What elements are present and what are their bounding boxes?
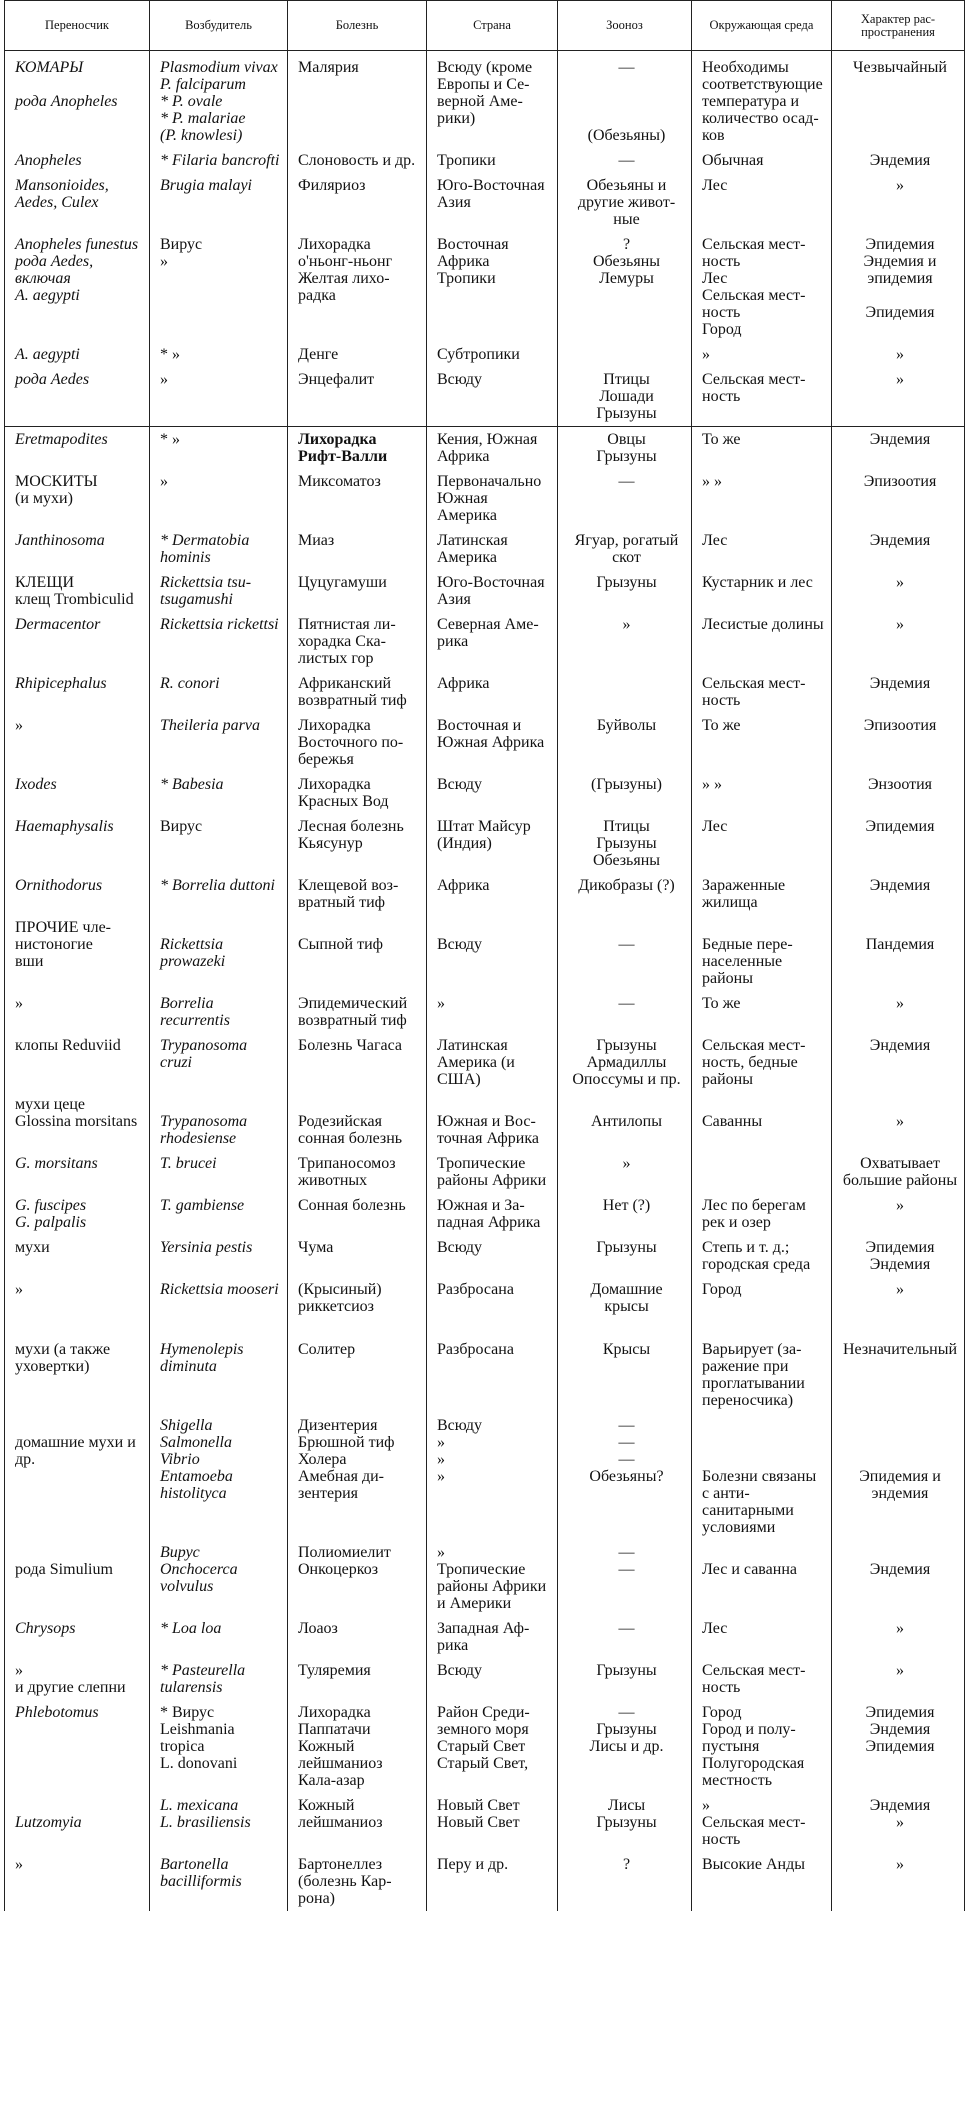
cell-vector: » bbox=[5, 1277, 150, 1319]
cell-spread: » bbox=[832, 1616, 965, 1658]
cell-zoonosis: — bbox=[558, 148, 692, 173]
cell-disease: Клещевой возвратный тиф bbox=[288, 873, 427, 915]
table-row bbox=[5, 873, 965, 915]
cell-disease: Миксоматоз bbox=[288, 469, 427, 528]
cell-spread: Эпизоотия bbox=[832, 469, 965, 528]
cell-vector: » и другие слепни bbox=[5, 1658, 150, 1700]
cell-pathogen: Rickettsia tsutsugamushi bbox=[150, 570, 288, 612]
cell-country: » Тропические районы Африки и Америки bbox=[427, 1540, 558, 1616]
cell-zoonosis: Крысы bbox=[558, 1337, 692, 1413]
cell-environment: Лес bbox=[692, 1616, 832, 1658]
cell-disease: Сыпной тиф bbox=[288, 915, 427, 991]
cell-environment: Лес bbox=[692, 173, 832, 232]
cell-disease: (Крысиный) риккетсиоз bbox=[288, 1277, 427, 1319]
cell-pathogen: * Pasteurella tularensis bbox=[150, 1658, 288, 1700]
cell-country: Перу и др. bbox=[427, 1852, 558, 1911]
cell-disease: Сонная болезнь bbox=[288, 1193, 427, 1235]
cell-country: Всюду bbox=[427, 367, 558, 427]
cell-vector: Eretmapodites bbox=[5, 427, 150, 470]
cell-country: Восточная и Южная Африка bbox=[427, 713, 558, 772]
cell-pathogen: Bartonella bacilliformis bbox=[150, 1852, 288, 1911]
cell-disease: Солитер bbox=[288, 1337, 427, 1413]
cell-disease: Лоаоз bbox=[288, 1616, 427, 1658]
cell-country: » bbox=[427, 991, 558, 1033]
table-row bbox=[5, 342, 965, 367]
cell-country: Разбросана bbox=[427, 1277, 558, 1319]
cell-spread: » bbox=[832, 173, 965, 232]
table-row bbox=[5, 1151, 965, 1193]
cell-vector: A. aegypti bbox=[5, 342, 150, 367]
table-row bbox=[5, 1413, 965, 1540]
cell-zoonosis: ? Обезьяны Лемуры bbox=[558, 232, 692, 342]
cell-disease: Миаз bbox=[288, 528, 427, 570]
cell-pathogen: Вирус » bbox=[150, 232, 288, 342]
cell-environment: Степь и т. д.; городская среда bbox=[692, 1235, 832, 1277]
cell-vector: Anopheles funestus рода Aedes, включая A. aegypti bbox=[5, 232, 150, 342]
cell-pathogen: Yersinia pestis bbox=[150, 1235, 288, 1277]
cell-zoonosis: — — — Обезьяны? bbox=[558, 1413, 692, 1540]
cell-zoonosis: Грызуны Армадиллы Опоссумы и пр. bbox=[558, 1033, 692, 1092]
cell-disease: Полиомиелит Онкоцеркоз bbox=[288, 1540, 427, 1616]
cell-zoonosis: — — bbox=[558, 1540, 692, 1616]
cell-disease: Родезийская сонная болезнь bbox=[288, 1092, 427, 1151]
cell-pathogen: Trypanosoma cruzi bbox=[150, 1033, 288, 1092]
cell-disease: Лихорадка Восточного побережья bbox=[288, 713, 427, 772]
cell-environment: Сельская местность bbox=[692, 367, 832, 427]
cell-spread: Эндемия bbox=[832, 1033, 965, 1092]
cell-zoonosis: — Грызуны Лисы и др. bbox=[558, 1700, 692, 1793]
cell-disease: Малярия bbox=[288, 51, 427, 149]
cell-environment: Город bbox=[692, 1277, 832, 1319]
cell-environment bbox=[692, 1319, 832, 1337]
cell-vector: Ornithodorus bbox=[5, 873, 150, 915]
cell-pathogen: Shigella Salmonella Vibrio Entamoeba histolityca bbox=[150, 1413, 288, 1540]
cell-pathogen: Rickettsia mooseri bbox=[150, 1277, 288, 1319]
cell-pathogen: * Dermatobia hominis bbox=[150, 528, 288, 570]
cell-disease: Лихорадка Паппатачи Кожный лейшманиоз Кала-азар bbox=[288, 1700, 427, 1793]
cell-spread: » bbox=[832, 1193, 965, 1235]
cell-country: Юго-Восточная Азия bbox=[427, 570, 558, 612]
cell-country: Штат Майсур (Индия) bbox=[427, 814, 558, 873]
cell-pathogen: * Borrelia duttoni bbox=[150, 873, 288, 915]
cell-zoonosis: Грызуны bbox=[558, 570, 692, 612]
cell-spread: Эпидемия и эндемия bbox=[832, 1413, 965, 1540]
cell-zoonosis: Ягуар, рогатый скот bbox=[558, 528, 692, 570]
cell-zoonosis: Антилопы bbox=[558, 1092, 692, 1151]
cell-country: Всюду bbox=[427, 1658, 558, 1700]
cell-vector: Dermacentor bbox=[5, 612, 150, 671]
cell-pathogen: Rickettsia prowazeki bbox=[150, 915, 288, 991]
table-row bbox=[5, 1540, 965, 1616]
cell-spread: Эндемия bbox=[832, 427, 965, 470]
table-row bbox=[5, 528, 965, 570]
table-row bbox=[5, 1852, 965, 1911]
cell-spread: » bbox=[832, 1277, 965, 1319]
cell-spread: » bbox=[832, 1658, 965, 1700]
cell-environment: Лес bbox=[692, 814, 832, 873]
table-row bbox=[5, 570, 965, 612]
cell-disease: Кожный лейшманиоз bbox=[288, 1793, 427, 1852]
table-row bbox=[5, 1092, 965, 1151]
cell-spread: Эпидемия Эндемия и эпидемия Эпидемия bbox=[832, 232, 965, 342]
cell-country: Район Средиземного моря Старый Свет Старый Свет, bbox=[427, 1700, 558, 1793]
cell-pathogen: » bbox=[150, 367, 288, 427]
table-row bbox=[5, 1793, 965, 1852]
table-row bbox=[5, 1658, 965, 1700]
cell-country: Латинская Америка (и США) bbox=[427, 1033, 558, 1092]
cell-country: Африка bbox=[427, 671, 558, 713]
cell-spread: » bbox=[832, 570, 965, 612]
cell-vector: G. fuscipes G. palpalis bbox=[5, 1193, 150, 1235]
cell-vector: Janthinosoma bbox=[5, 528, 150, 570]
cell-vector: мухи (а также уховертки) bbox=[5, 1337, 150, 1413]
cell-disease: Пятнистая лихорадка Скалистых гор bbox=[288, 612, 427, 671]
table-row bbox=[5, 772, 965, 814]
cell-country: Восточная Африка Тропики bbox=[427, 232, 558, 342]
cell-environment: Город Город и полупустыня Полугородская местность bbox=[692, 1700, 832, 1793]
cell-pathogen: * » bbox=[150, 427, 288, 470]
cell-spread: Эндемия bbox=[832, 671, 965, 713]
cell-pathogen: Trypanosoma rhodesiense bbox=[150, 1092, 288, 1151]
cell-environment: Бедные перенаселенные районы bbox=[692, 915, 832, 991]
table-row bbox=[5, 814, 965, 873]
table-row bbox=[5, 232, 965, 342]
cell-environment bbox=[692, 1151, 832, 1193]
cell-spread: Эндемия bbox=[832, 148, 965, 173]
cell-vector: КЛЕЩИ клещ Trombiculid bbox=[5, 570, 150, 612]
col-header-disease: Болезнь bbox=[288, 1, 427, 51]
cell-zoonosis: Нет (?) bbox=[558, 1193, 692, 1235]
cell-country: Новый Свет Новый Свет bbox=[427, 1793, 558, 1852]
cell-vector: рода Simulium bbox=[5, 1540, 150, 1616]
cell-spread: Энзоотия bbox=[832, 772, 965, 814]
cell-pathogen: * Filaria bancrofti bbox=[150, 148, 288, 173]
cell-environment: Зараженные жилища bbox=[692, 873, 832, 915]
cell-zoonosis: Грызуны bbox=[558, 1658, 692, 1700]
cell-disease: Эпидемический возвратный тиф bbox=[288, 991, 427, 1033]
cell-vector: МОСКИТЫ (и мухи) bbox=[5, 469, 150, 528]
cell-spread: Эпизоотия bbox=[832, 713, 965, 772]
cell-disease: Бартонеллез (болезнь Каррона) bbox=[288, 1852, 427, 1911]
cell-vector: рода Aedes bbox=[5, 367, 150, 427]
cell-spread: Незначительный bbox=[832, 1337, 965, 1413]
cell-pathogen: Brugia malayi bbox=[150, 173, 288, 232]
cell-environment: То же bbox=[692, 713, 832, 772]
cell-spread: » bbox=[832, 991, 965, 1033]
cell-zoonosis: Дикобразы (?) bbox=[558, 873, 692, 915]
cell-zoonosis: Буйволы bbox=[558, 713, 692, 772]
cell-environment: Сельская местность bbox=[692, 1658, 832, 1700]
col-header-environment: Окружающая среда bbox=[692, 1, 832, 51]
table-row bbox=[5, 1319, 965, 1337]
col-header-vector: Переносчик bbox=[5, 1, 150, 51]
cell-country: Юго-Восточная Азия bbox=[427, 173, 558, 232]
cell-vector: G. morsitans bbox=[5, 1151, 150, 1193]
cell-disease: Энцефалит bbox=[288, 367, 427, 427]
cell-spread: » bbox=[832, 342, 965, 367]
cell-zoonosis bbox=[558, 342, 692, 367]
cell-country: Северная Америка bbox=[427, 612, 558, 671]
cell-country: Субтропики bbox=[427, 342, 558, 367]
table-row bbox=[5, 148, 965, 173]
cell-vector: КОМАРЫ рода Anopheles bbox=[5, 51, 150, 149]
cell-zoonosis bbox=[558, 671, 692, 713]
table-row bbox=[5, 612, 965, 671]
cell-country: Всюду (кроме Европы и Северной Америки) bbox=[427, 51, 558, 149]
cell-spread: » bbox=[832, 1852, 965, 1911]
table-body bbox=[5, 51, 965, 1912]
table-row bbox=[5, 469, 965, 528]
col-header-pathogen: Возбудитель bbox=[150, 1, 288, 51]
cell-zoonosis: Обезьяны и другие животные bbox=[558, 173, 692, 232]
table-row bbox=[5, 1700, 965, 1793]
cell-environment: Сельская местность bbox=[692, 671, 832, 713]
cell-environment: » bbox=[692, 342, 832, 367]
cell-pathogen: Вирус bbox=[150, 814, 288, 873]
cell-spread: Эпидемия Эндемия bbox=[832, 1235, 965, 1277]
cell-pathogen: Rickettsia rickettsi bbox=[150, 612, 288, 671]
cell-environment: То же bbox=[692, 427, 832, 470]
cell-pathogen: Theileria parva bbox=[150, 713, 288, 772]
cell-zoonosis: » bbox=[558, 1151, 692, 1193]
cell-pathogen bbox=[150, 1319, 288, 1337]
cell-pathogen: T. brucei bbox=[150, 1151, 288, 1193]
cell-pathogen: * Вирус Leishmania tropica L. donovani bbox=[150, 1700, 288, 1793]
cell-vector: ПРОЧИЕ членистоногие вши bbox=[5, 915, 150, 991]
disease-vectors-table bbox=[4, 0, 965, 1911]
table-row bbox=[5, 427, 965, 470]
cell-country: Всюду bbox=[427, 915, 558, 991]
cell-spread: Эндемия bbox=[832, 528, 965, 570]
cell-zoonosis: Птицы Лошади Грызуны bbox=[558, 367, 692, 427]
cell-zoonosis: ? bbox=[558, 1852, 692, 1911]
cell-vector: » bbox=[5, 713, 150, 772]
cell-disease: Цуцугамуши bbox=[288, 570, 427, 612]
cell-country: Кения, Южная Африка bbox=[427, 427, 558, 470]
cell-environment: Болезни связаны с антисанитарными условиями bbox=[692, 1413, 832, 1540]
cell-disease: Денге bbox=[288, 342, 427, 367]
table-row bbox=[5, 1277, 965, 1319]
table-row bbox=[5, 367, 965, 427]
cell-vector: мухи bbox=[5, 1235, 150, 1277]
cell-environment: » » bbox=[692, 772, 832, 814]
cell-environment: Лес bbox=[692, 528, 832, 570]
cell-vector: мухи цеце Glossina morsitans bbox=[5, 1092, 150, 1151]
cell-zoonosis: — bbox=[558, 991, 692, 1033]
cell-disease: Лихорадка о'ньонг-ньонг Желтая лихорадка bbox=[288, 232, 427, 342]
cell-pathogen: * Loa loa bbox=[150, 1616, 288, 1658]
cell-pathogen: L. mexicana L. brasiliensis bbox=[150, 1793, 288, 1852]
cell-disease: Туляремия bbox=[288, 1658, 427, 1700]
cell-vector: Lutzomyia bbox=[5, 1793, 150, 1852]
cell-environment: Сельская местность Лес Сельская местность Город bbox=[692, 232, 832, 342]
cell-country: Всюду bbox=[427, 1235, 558, 1277]
cell-environment: Сельская местность, бедные районы bbox=[692, 1033, 832, 1092]
cell-spread: » bbox=[832, 367, 965, 427]
cell-zoonosis: Лисы Грызуны bbox=[558, 1793, 692, 1852]
cell-vector: Haemaphysalis bbox=[5, 814, 150, 873]
table-row bbox=[5, 1337, 965, 1413]
cell-pathogen: Вирус Onchocerca volvulus bbox=[150, 1540, 288, 1616]
cell-disease: Чума bbox=[288, 1235, 427, 1277]
cell-environment: Саванны bbox=[692, 1092, 832, 1151]
cell-pathogen: Plasmodium vivax P. falciparum * P. ovale * P. malariae (P. knowlesi) bbox=[150, 51, 288, 149]
cell-zoonosis: Овцы Грызуны bbox=[558, 427, 692, 470]
cell-disease: Дизентерия Брюшной тиф Холера Амебная дизентерия bbox=[288, 1413, 427, 1540]
cell-environment: Лесистые долины bbox=[692, 612, 832, 671]
cell-pathogen: R. conori bbox=[150, 671, 288, 713]
cell-country: Всюду bbox=[427, 772, 558, 814]
cell-spread: Чезвычайный bbox=[832, 51, 965, 149]
col-header-spread: Характер распространения bbox=[832, 1, 965, 51]
cell-country: Латинская Америка bbox=[427, 528, 558, 570]
cell-spread: Эндемия bbox=[832, 1540, 965, 1616]
cell-vector: » bbox=[5, 991, 150, 1033]
cell-disease: Филяриоз bbox=[288, 173, 427, 232]
cell-spread: Пандемия bbox=[832, 915, 965, 991]
cell-spread: Эндемия » bbox=[832, 1793, 965, 1852]
table-row bbox=[5, 1235, 965, 1277]
table-row bbox=[5, 671, 965, 713]
cell-disease: Трипаносомоз животных bbox=[288, 1151, 427, 1193]
cell-spread: Эндемия bbox=[832, 873, 965, 915]
cell-environment: » Сельская местность bbox=[692, 1793, 832, 1852]
cell-vector: Chrysops bbox=[5, 1616, 150, 1658]
cell-zoonosis: Домашние крысы bbox=[558, 1277, 692, 1319]
cell-country: Южная и Западная Африка bbox=[427, 1193, 558, 1235]
cell-environment: Варьирует (заражение при проглатывании переносчика) bbox=[692, 1337, 832, 1413]
cell-disease: Лихорадка Рифт-Валли bbox=[288, 427, 427, 470]
cell-vector: » bbox=[5, 1852, 150, 1911]
cell-country: Южная и Восточная Африка bbox=[427, 1092, 558, 1151]
cell-zoonosis: — bbox=[558, 469, 692, 528]
cell-environment: То же bbox=[692, 991, 832, 1033]
cell-environment: Необходимы соответствующие температура и количество осадков bbox=[692, 51, 832, 149]
cell-vector bbox=[5, 1319, 150, 1337]
table-row bbox=[5, 915, 965, 991]
col-header-zoonosis: Зооноз bbox=[558, 1, 692, 51]
cell-country: Тропические районы Африки bbox=[427, 1151, 558, 1193]
cell-pathogen: T. gambiense bbox=[150, 1193, 288, 1235]
cell-disease bbox=[288, 1319, 427, 1337]
table-row bbox=[5, 173, 965, 232]
cell-vector: Anopheles bbox=[5, 148, 150, 173]
cell-zoonosis: — (Обезьяны) bbox=[558, 51, 692, 149]
cell-country: Первоначально Южная Америка bbox=[427, 469, 558, 528]
cell-zoonosis: (Грызуны) bbox=[558, 772, 692, 814]
table-row bbox=[5, 1033, 965, 1092]
cell-disease: Болезнь Чагаса bbox=[288, 1033, 427, 1092]
cell-country: Тропики bbox=[427, 148, 558, 173]
cell-environment: » » bbox=[692, 469, 832, 528]
cell-country: Всюду » » » bbox=[427, 1413, 558, 1540]
cell-zoonosis: Птицы Грызуны Обезьяны bbox=[558, 814, 692, 873]
cell-disease: Лихорадка Красных Вод bbox=[288, 772, 427, 814]
col-header-country: Страна bbox=[427, 1, 558, 51]
cell-pathogen: Hymenolepis diminuta bbox=[150, 1337, 288, 1413]
cell-spread bbox=[832, 1319, 965, 1337]
cell-pathogen: * » bbox=[150, 342, 288, 367]
cell-spread: Эпидемия bbox=[832, 814, 965, 873]
cell-spread: Охватывает большие районы bbox=[832, 1151, 965, 1193]
cell-zoonosis: — bbox=[558, 915, 692, 991]
cell-environment: Высокие Анды bbox=[692, 1852, 832, 1911]
cell-zoonosis bbox=[558, 1319, 692, 1337]
cell-spread: Эпидемия Эндемия Эпидемия bbox=[832, 1700, 965, 1793]
cell-vector: Rhipicephalus bbox=[5, 671, 150, 713]
cell-environment: Лес по берегам рек и озер bbox=[692, 1193, 832, 1235]
cell-disease: Лесная болезнь Кьясунур bbox=[288, 814, 427, 873]
cell-zoonosis: Грызуны bbox=[558, 1235, 692, 1277]
table-row bbox=[5, 713, 965, 772]
cell-vector: клопы Reduviid bbox=[5, 1033, 150, 1092]
cell-spread: » bbox=[832, 1092, 965, 1151]
cell-pathogen: Borrelia recurrentis bbox=[150, 991, 288, 1033]
cell-pathogen: » bbox=[150, 469, 288, 528]
cell-vector: Ixodes bbox=[5, 772, 150, 814]
cell-environment: Лес и саванна bbox=[692, 1540, 832, 1616]
cell-disease: Африканский возвратный тиф bbox=[288, 671, 427, 713]
cell-country bbox=[427, 1319, 558, 1337]
cell-spread: » bbox=[832, 612, 965, 671]
cell-zoonosis: — bbox=[558, 1616, 692, 1658]
cell-country: Разбросана bbox=[427, 1337, 558, 1413]
table-row bbox=[5, 1616, 965, 1658]
cell-pathogen: * Babesia bbox=[150, 772, 288, 814]
table-row bbox=[5, 991, 965, 1033]
cell-country: Западная Африка bbox=[427, 1616, 558, 1658]
cell-country: Африка bbox=[427, 873, 558, 915]
header-row bbox=[5, 1, 965, 51]
cell-environment: Обычная bbox=[692, 148, 832, 173]
cell-environment: Кустарник и лес bbox=[692, 570, 832, 612]
cell-vector: домашние мухи и др. bbox=[5, 1413, 150, 1540]
table-row bbox=[5, 1193, 965, 1235]
cell-vector: Mansonioides, Aedes, Culex bbox=[5, 173, 150, 232]
cell-vector: Phlebotomus bbox=[5, 1700, 150, 1793]
cell-disease: Слоновость и др. bbox=[288, 148, 427, 173]
table-row bbox=[5, 51, 965, 149]
cell-zoonosis: » bbox=[558, 612, 692, 671]
